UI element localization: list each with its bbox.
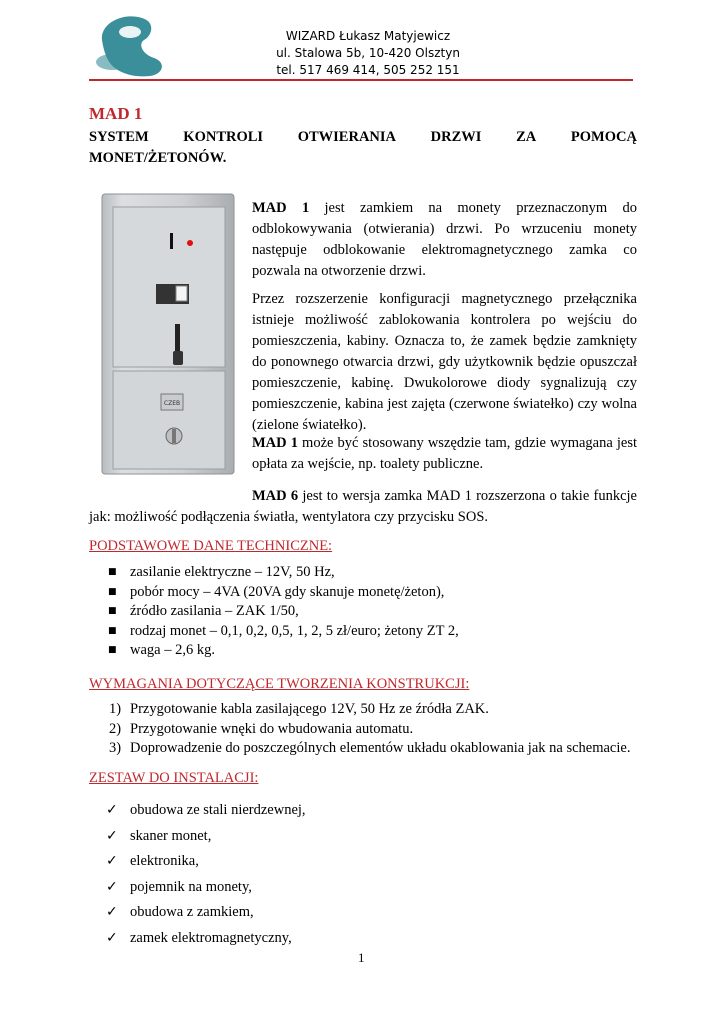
company-logo: [92, 10, 172, 80]
subtitle-word: KONTROLI: [183, 129, 264, 145]
list-item: ■ zasilanie elektryczne – 12V, 50 Hz,: [89, 563, 637, 583]
product-name: MAD 6: [252, 488, 299, 504]
header-company: WIZARD Łukasz Matyjewicz: [285, 29, 451, 43]
paragraph-text: jest to wersja zamka MAD 1 rozszerzona o takie funkcje jak: możliwość podłączenia światła, wentylatora czy przycisku SOS.: [89, 488, 637, 525]
section-heading-technical: PODSTAWOWE DANE TECHNICZNE:: [89, 538, 333, 554]
list-item: ✓ skaner monet,: [106, 827, 212, 844]
list-item: ✓ zamek elektromagnetyczny,: [106, 929, 292, 946]
requirements-list: [89, 700, 649, 759]
square-bullet-icon: ■: [108, 645, 117, 655]
subtitle-word: OTWIERANIA: [297, 129, 397, 145]
intro-paragraph-1: [252, 198, 637, 282]
list-item: ■ źródło zasilania – ZAK 1/50,: [89, 602, 637, 622]
section-heading-requirements: WYMAGANIA DOTYCZĄCE TWORZENIA KONSTRUKCJI:: [89, 676, 470, 692]
page-title: MAD 1: [89, 104, 143, 123]
list-item: ✓ obudowa ze stali nierdzewnej,: [106, 802, 306, 818]
list-item: 2) Przygotowanie wnęki do wbudowania automatu.: [109, 720, 414, 737]
intro-paragraph-3: [252, 433, 637, 475]
device-photo: [101, 193, 235, 475]
checkmark-icon: ✓: [106, 878, 118, 895]
page-number: 1: [358, 950, 365, 965]
intro-paragraph-4: [89, 486, 637, 528]
header-address: ul. Stalowa 5b, 10-420 Olsztyn: [276, 46, 460, 60]
square-bullet-icon: ■: [108, 586, 117, 597]
list-item: ✓ elektronika,: [106, 853, 199, 869]
checkmark-icon: ✓: [106, 853, 118, 869]
paragraph-text: może być stosowany wszędzie tam, gdzie wymagana jest opłata za wejście, np. toalety publiczne.: [252, 435, 637, 472]
square-bullet-icon: ■: [108, 567, 117, 577]
list-item: ■ pobór mocy – 4VA (20VA gdy skanuje monetę/żeton),: [89, 583, 637, 603]
header-phone: tel. 517 469 414, 505 252 151: [276, 63, 460, 77]
checkmark-icon: ✓: [106, 827, 118, 844]
list-item: 3) Doprowadzenie do poszczególnych elementów układu okablowania jak na schemacie.: [109, 740, 631, 756]
list-item: ✓ obudowa z zamkiem,: [106, 904, 254, 920]
technical-list: [89, 563, 637, 661]
list-item: ✓ pojemnik na monety,: [106, 878, 252, 895]
kit-list: [89, 801, 637, 954]
list-item: 1) Przygotowanie kabla zasilającego 12V, 50 Hz ze źródła ZAK.: [109, 701, 489, 717]
page-subtitle: [89, 127, 637, 169]
product-name: MAD 1: [252, 435, 298, 451]
header-divider: [89, 79, 633, 81]
list-item: ■ waga – 2,6 kg.: [89, 641, 637, 661]
section-heading-kit: ZESTAW DO INSTALACJI:: [89, 770, 259, 786]
product-name: MAD 1: [252, 200, 310, 216]
device-label: CZEB: [163, 400, 181, 407]
subtitle-word: POMOCĄ: [570, 129, 637, 145]
subtitle-word: DRZWI: [430, 129, 482, 145]
subtitle-line2: MONET/ŻETONÓW.: [89, 150, 227, 166]
subtitle-word: SYSTEM: [89, 129, 149, 145]
checkmark-icon: ✓: [106, 802, 118, 818]
list-item: ■ rodzaj monet – 0,1, 0,2, 0,5, 1, 2, 5 zł/euro; żetony ZT 2,: [89, 622, 637, 642]
checkmark-icon: ✓: [106, 929, 118, 946]
intro-paragraph-2: Przez rozszerzenie konfiguracji magnetycznego przełącznika istnieje możliwość zablokowania kontrolera po wejściu do pomieszczenia, kabiny. Oznacza to, że zamek będzie zamknięty do ponownego otwarcia drzwi, gdy użytkownik będzie opuszczał pomieszczenie, kabinę. Dwukolorowe diody sygnalizują czy pomieszczenie, kabina jest zajęta (czerwone światełko) czy wolna (zielone światełko).: [252, 291, 637, 433]
paragraph-text: jest zamkiem na monety przeznaczonym do odblokowywania (otwierania) drzwi. Po wrzuceniu monety następuje odblokowanie elektromagnetycznego zamka co pozwala na otworzenie drzwi.: [252, 200, 637, 279]
checkmark-icon: ✓: [106, 904, 118, 920]
subtitle-word: ZA: [516, 129, 537, 145]
square-bullet-icon: ■: [108, 606, 117, 616]
square-bullet-icon: ■: [108, 625, 117, 636]
